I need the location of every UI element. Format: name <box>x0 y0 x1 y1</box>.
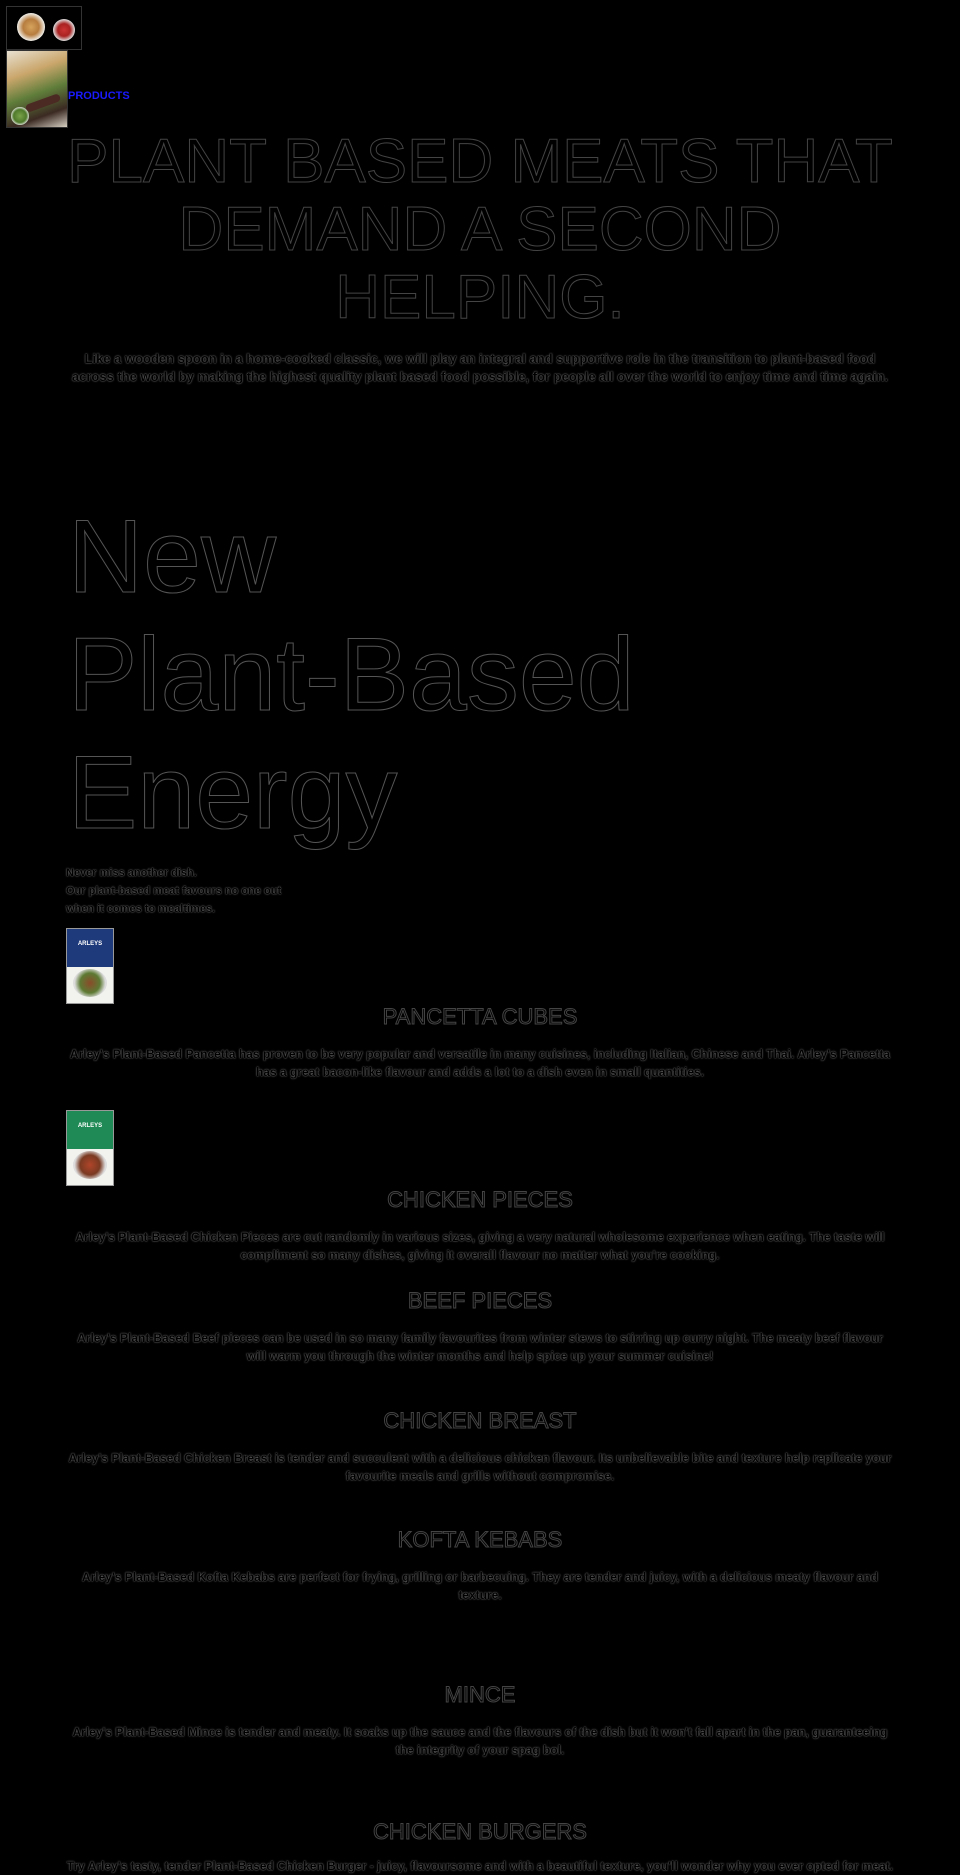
pack-band <box>67 929 113 967</box>
product-title-kofta-kebabs: KOFTA KEBABS <box>397 1527 563 1552</box>
feature-title-line-3: Energy <box>68 735 398 851</box>
chicken-pieces-pack-image <box>66 1110 114 1186</box>
sausage-shape <box>25 93 62 113</box>
intro-line-3: when it comes to mealtimes. <box>66 903 216 915</box>
product-desc-pancetta: Arley's Plant-Based Pancetta has proven to be very popular and versatile in many cuisines, including Italian, Chinese and Thai. Arley's Pancetta has a great bacon-like flavour and adds a lot to a dish even in small quantities. <box>69 1047 891 1079</box>
product-desc-chicken-breast: Arley's Plant-Based Chicken Breast is tender and succulent with a delicious chicken flavour. Its unbelievable bite and texture help replicate your favourite meals and grills without compromise. <box>68 1451 892 1483</box>
bowl-shape <box>53 19 75 41</box>
product-title-beef-pieces: BEEF PIECES <box>407 1288 553 1313</box>
product-desc-kofta-kebabs: Arley's Plant-Based Kofta Kebabs are perfect for frying, grilling or barbecuing. They are tender and juicy, with a delicious meaty flavour and texture. <box>81 1570 879 1602</box>
pack-food-plate <box>73 969 107 997</box>
product-desc-mince: Arley's Plant-Based Mince is tender and meaty. It soaks up the sauce and the flavours of the dish but it won't fall apart in the pan, guaranteeing the integrity of your spag bol. <box>72 1725 888 1757</box>
intro-line-1: Never miss another dish. <box>66 867 197 879</box>
product-title-chicken-burgers: CHICKEN BURGERS <box>373 1819 587 1844</box>
feature-title-line-2: Plant-Based <box>68 617 635 733</box>
feature-title-line-1: New <box>68 499 277 615</box>
pack-brand-logo: ARLEYS <box>77 941 103 947</box>
pack-brand-logo: ARLEYS <box>77 1123 103 1129</box>
pack-band <box>67 1111 113 1149</box>
feature-title <box>68 498 635 852</box>
pancetta-pack-image <box>66 928 114 1004</box>
plate-shape <box>17 13 45 41</box>
intro-line-2: Our plant-based meat favours no one out <box>66 885 282 897</box>
product-desc-chicken-burgers: Try Arley's tasty, tender Plant-Based Chicken Burger - juicy, flavoursome and with a beautiful texture, you'll wonder why you ever opted for meat. <box>66 1859 894 1873</box>
hero-food-image-2 <box>6 50 68 128</box>
herb-bowl-shape <box>11 107 29 125</box>
product-title-chicken-pieces: CHICKEN PIECES <box>387 1187 573 1212</box>
nav-products-link[interactable]: PRODUCTS <box>68 90 130 102</box>
product-desc-chicken-pieces: Arley's Plant-Based Chicken Pieces are cut randomly in various sizes, giving a very natural wholesome experience when eating. The taste will compliment so many dishes, giving it overall flavour no matter what you're cooking. <box>75 1230 885 1262</box>
hero-food-image-1 <box>6 6 82 50</box>
product-title-chicken-breast: CHICKEN BREAST <box>383 1408 577 1433</box>
product-title-pancetta: PANCETTA CUBES <box>382 1004 578 1029</box>
pack-food-plate <box>73 1151 107 1179</box>
feature-intro <box>66 864 281 918</box>
product-desc-beef-pieces: Arley's Plant-Based Beef pieces can be used in so many family favourites from winter stews to stirring up curry night. The meaty beef flavour will warm you through the winter months and help spice up your summer cuisine! <box>77 1331 883 1363</box>
hero-title: PLANT BASED MEATS THAT DEMAND A SECOND HELPING. <box>67 127 893 332</box>
hero-description: Like a wooden spoon in a home-cooked classic, we will play an integral and supportive role in the transition to plant-based food across the world by making the highest quality plant based food possible, for people all over the world to enjoy time and time again. <box>71 351 889 384</box>
product-title-mince: MINCE <box>444 1682 516 1707</box>
